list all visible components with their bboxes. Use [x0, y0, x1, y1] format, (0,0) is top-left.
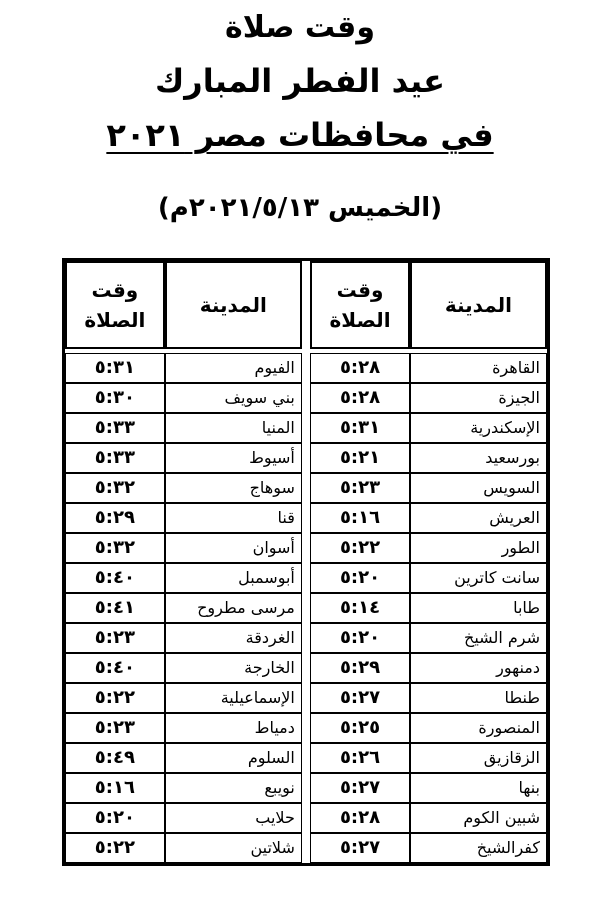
- table-row: [65, 623, 547, 653]
- header-time-2: وقت الصلاة: [65, 261, 165, 349]
- column-gap: [302, 383, 310, 413]
- city-cell: سوهاج: [165, 473, 302, 503]
- city-cell: الغردقة: [165, 623, 302, 653]
- table-row: [65, 503, 547, 533]
- time-cell: ٥:٣٣: [65, 413, 165, 443]
- time-cell: ٥:٣٠: [65, 383, 165, 413]
- column-gap: [302, 833, 310, 863]
- city-cell: أبوسمبل: [165, 563, 302, 593]
- column-gap: [302, 473, 310, 503]
- title-line-2: عيد الفطر المبارك: [154, 62, 446, 100]
- time-cell: ٥:٢٣: [310, 473, 410, 503]
- column-gap: [302, 773, 310, 803]
- city-cell: شلاتين: [165, 833, 302, 863]
- time-cell: ٥:٢١: [310, 443, 410, 473]
- time-cell: ٥:٢٣: [65, 623, 165, 653]
- city-cell: سانت كاترين: [410, 563, 547, 593]
- time-cell: ٥:٢٨: [310, 803, 410, 833]
- city-cell: القاهرة: [410, 353, 547, 383]
- time-cell: ٥:٤٩: [65, 743, 165, 773]
- title-line-3-text: في محافظات مصر ٢٠٢١: [106, 116, 494, 154]
- time-cell: ٥:٢٩: [310, 653, 410, 683]
- city-cell: الطور: [410, 533, 547, 563]
- table-row: [65, 413, 547, 443]
- header-city-1: المدينة: [410, 261, 547, 349]
- column-gap: [302, 413, 310, 443]
- table-row: [65, 713, 547, 743]
- city-cell: أسوان: [165, 533, 302, 563]
- table-row: [65, 683, 547, 713]
- city-cell: طنطا: [410, 683, 547, 713]
- city-cell: طابا: [410, 593, 547, 623]
- table-row: [65, 743, 547, 773]
- time-cell: ٥:٤٠: [65, 653, 165, 683]
- time-cell: ٥:٣١: [310, 413, 410, 443]
- city-cell: قنا: [165, 503, 302, 533]
- header-time-1: وقت الصلاة: [310, 261, 410, 349]
- column-gap: [302, 683, 310, 713]
- table-row: [65, 653, 547, 683]
- time-cell: ٥:٢٠: [310, 563, 410, 593]
- time-cell: ٥:٢٥: [310, 713, 410, 743]
- city-cell: بنها: [410, 773, 547, 803]
- city-cell: المنيا: [165, 413, 302, 443]
- column-gap: [302, 653, 310, 683]
- table-row: [65, 533, 547, 563]
- city-cell: بني سويف: [165, 383, 302, 413]
- city-cell: الزقازيق: [410, 743, 547, 773]
- column-gap: [302, 563, 310, 593]
- city-cell: بورسعيد: [410, 443, 547, 473]
- time-cell: ٥:١٦: [65, 773, 165, 803]
- table-row: [65, 773, 547, 803]
- header-city-2: المدينة: [165, 261, 302, 349]
- title-line-1: وقت صلاة: [225, 10, 375, 45]
- time-cell: ٥:٣٣: [65, 443, 165, 473]
- time-cell: ٥:٢٠: [65, 803, 165, 833]
- time-cell: ٥:٢٣: [65, 713, 165, 743]
- prayer-times-table: [62, 258, 550, 866]
- time-cell: ٥:٢٢: [310, 533, 410, 563]
- city-cell: حلايب: [165, 803, 302, 833]
- time-cell: ٥:٤٠: [65, 563, 165, 593]
- city-cell: السويس: [410, 473, 547, 503]
- date-line: (الخميس ٢٠٢١/٥/١٣م): [157, 193, 443, 223]
- city-cell: مرسى مطروح: [165, 593, 302, 623]
- time-cell: ٥:١٤: [310, 593, 410, 623]
- title-line-3: [0, 112, 600, 158]
- column-gap: [302, 533, 310, 563]
- table-header-row: [65, 261, 547, 349]
- table-row: [65, 383, 547, 413]
- city-cell: الفيوم: [165, 353, 302, 383]
- time-cell: ٥:٢٠: [310, 623, 410, 653]
- time-cell: ٥:١٦: [310, 503, 410, 533]
- table-row: [65, 803, 547, 833]
- table-row: [65, 563, 547, 593]
- table-row: [65, 593, 547, 623]
- time-cell: ٥:٢٨: [310, 353, 410, 383]
- column-gap: [302, 713, 310, 743]
- time-cell: ٥:٣٢: [65, 473, 165, 503]
- column-gap: [302, 593, 310, 623]
- column-gap: [302, 503, 310, 533]
- table-row: [65, 353, 547, 383]
- city-cell: العريش: [410, 503, 547, 533]
- column-gap: [302, 443, 310, 473]
- time-cell: ٥:٢٦: [310, 743, 410, 773]
- column-gap: [302, 803, 310, 833]
- city-cell: الخارجة: [165, 653, 302, 683]
- time-cell: ٥:٣٢: [65, 533, 165, 563]
- city-cell: دمياط: [165, 713, 302, 743]
- city-cell: دمنهور: [410, 653, 547, 683]
- city-cell: أسيوط: [165, 443, 302, 473]
- time-cell: ٥:٢٢: [65, 683, 165, 713]
- city-cell: الإسماعيلية: [165, 683, 302, 713]
- city-cell: الإسكندرية: [410, 413, 547, 443]
- time-cell: ٥:٤١: [65, 593, 165, 623]
- table-row: [65, 833, 547, 863]
- table-body: [65, 353, 547, 863]
- city-cell: نويبع: [165, 773, 302, 803]
- column-gap: [302, 743, 310, 773]
- time-cell: ٥:٢٧: [310, 833, 410, 863]
- city-cell: السلوم: [165, 743, 302, 773]
- city-cell: شرم الشيخ: [410, 623, 547, 653]
- column-gap: [302, 261, 310, 349]
- city-cell: المنصورة: [410, 713, 547, 743]
- time-cell: ٥:٢٧: [310, 683, 410, 713]
- time-cell: ٥:٢٩: [65, 503, 165, 533]
- time-cell: ٥:٢٧: [310, 773, 410, 803]
- time-cell: ٥:٣١: [65, 353, 165, 383]
- column-gap: [302, 623, 310, 653]
- city-cell: شبين الكوم: [410, 803, 547, 833]
- city-cell: الجيزة: [410, 383, 547, 413]
- column-gap: [302, 353, 310, 383]
- time-cell: ٥:٢٢: [65, 833, 165, 863]
- table-row: [65, 443, 547, 473]
- time-cell: ٥:٢٨: [310, 383, 410, 413]
- city-cell: كفرالشيخ: [410, 833, 547, 863]
- table-row: [65, 473, 547, 503]
